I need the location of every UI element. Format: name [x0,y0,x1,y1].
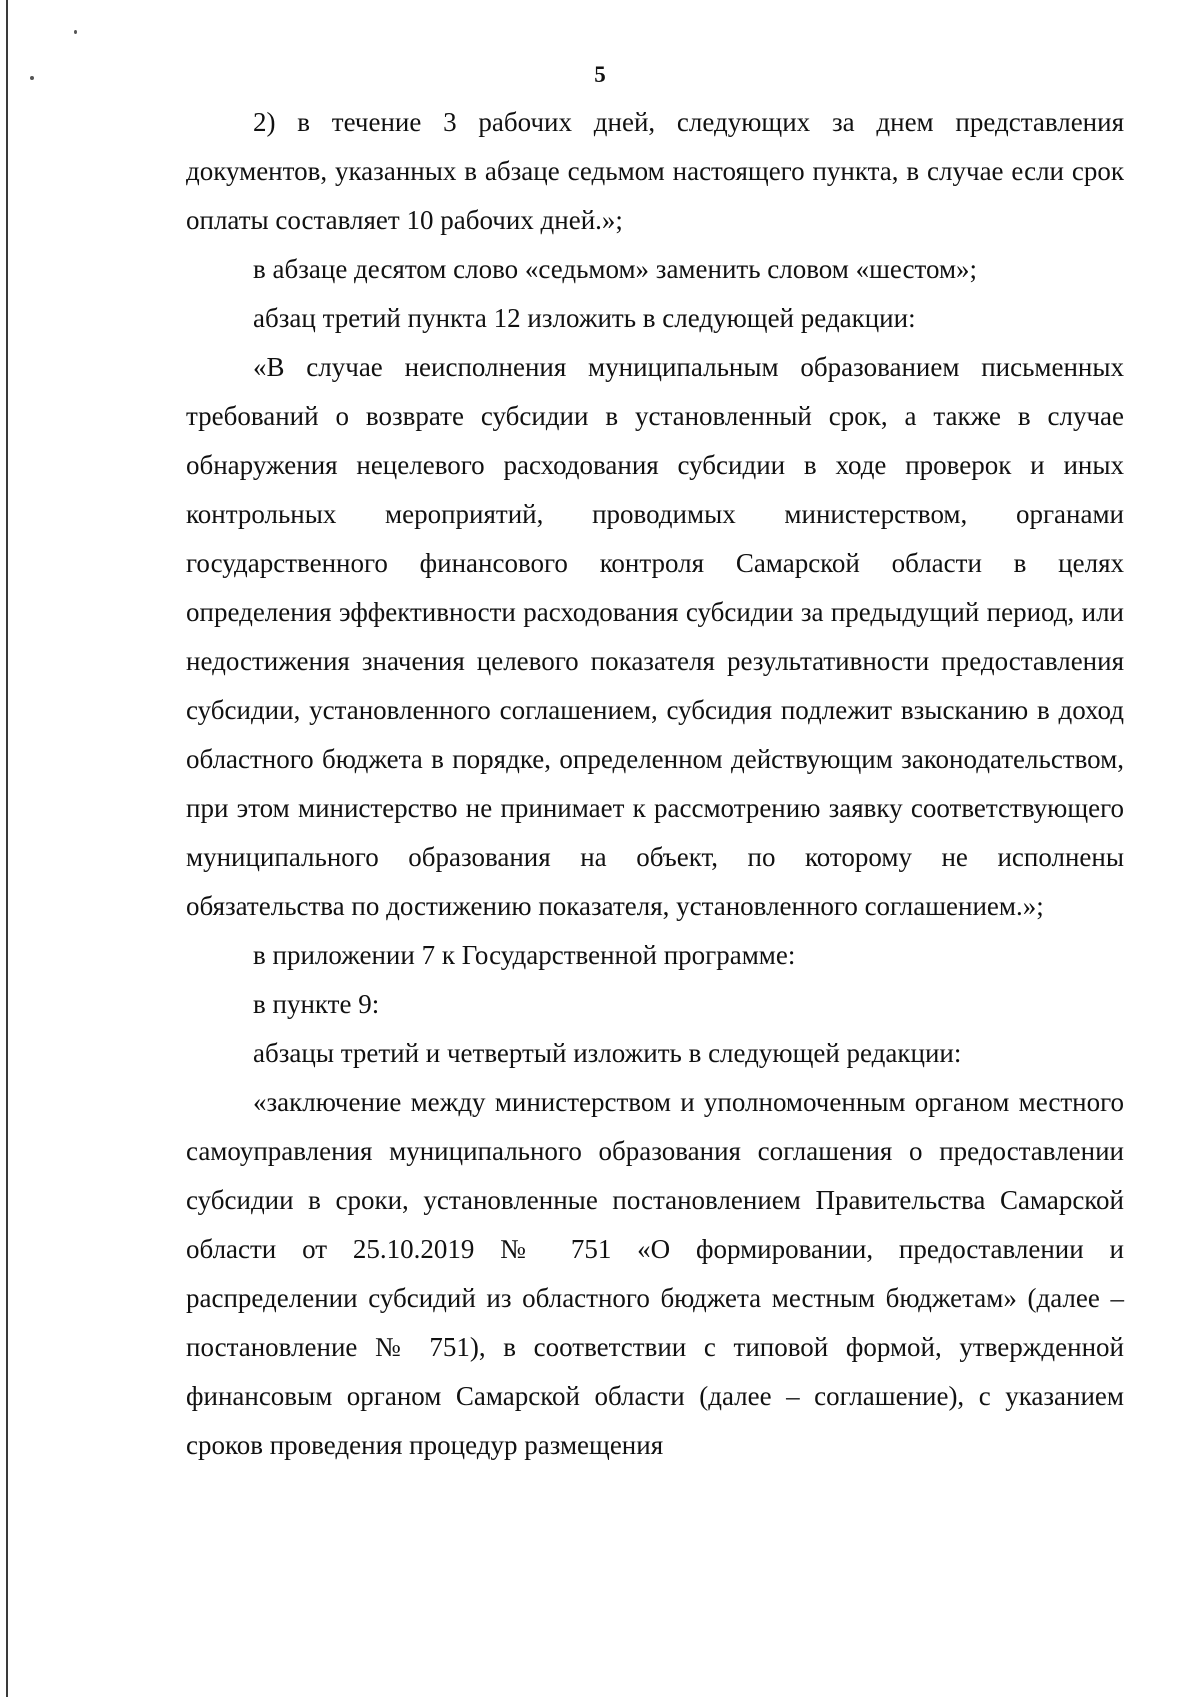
paragraph-point-12-intro: абзац третий пункта 12 изложить в следующей редакции: [253,303,916,333]
paragraph-point-9: в пункте 9: [253,989,380,1019]
paragraph-abzacs-3-4-intro: абзацы третий и четвертый изложить в следующей редакции: [253,1038,962,1068]
document-body [186,98,1124,1470]
paragraph-appendix-7: в приложении 7 к Государственной программе: [253,940,796,970]
paragraph-tenth-abzac-change: в абзаце десятом слово «седьмом» заменить словом «шестом»; [253,254,978,284]
paragraph-payment-deadline: 2) в течение 3 рабочих дней, следующих за днем представления документов, указанных в абзаце седьмом настоящего пункта, в случае если срок оплаты составляет 10 рабочих дней.»; [186,107,1124,235]
scan-left-edge [6,0,8,1697]
paragraph-subsidy-recovery: «В случае неисполнения муниципальным образованием письменных требований о возврате субсидии в установленный срок, а также в случае обнаружения нецелевого расходования субсидии в ходе проверок и иных контрольных мероприятий, проводимых министерством, органами государственного финансового контроля Самарской области в целях определения эффективности расходования субсидии за предыдущий период, или недостижения значения целевого показателя результативности предоставления субсидии, установленного соглашением, субсидия подлежит взысканию в доход областного бюджета в порядке, определенном действующим законодательством, при этом министерство не принимает к рассмотрению заявку соответствующего муниципального образования на объект, по которому не исполнены обязательства по достижению показателя, установленного соглашением.»; [186,352,1124,921]
paragraph-agreement-conclusion: «заключение между министерством и уполномоченным органом местного самоуправления муниципального образования соглашения о предоставлении субсидии в сроки, установленные постановлением Правительства Самарской области от 25.10.2019 № 751 «О формировании, предоставлении и распределении субсидий из областного бюджета местным бюджетам» (далее – постановление № 751), в соответствии с типовой формой, утвержденной финансовым органом Самарской области (далее – соглашение), с указанием сроков проведения процедур размещения [186,1087,1124,1460]
scan-speck [74,30,77,34]
page-number: 5 [594,62,606,87]
